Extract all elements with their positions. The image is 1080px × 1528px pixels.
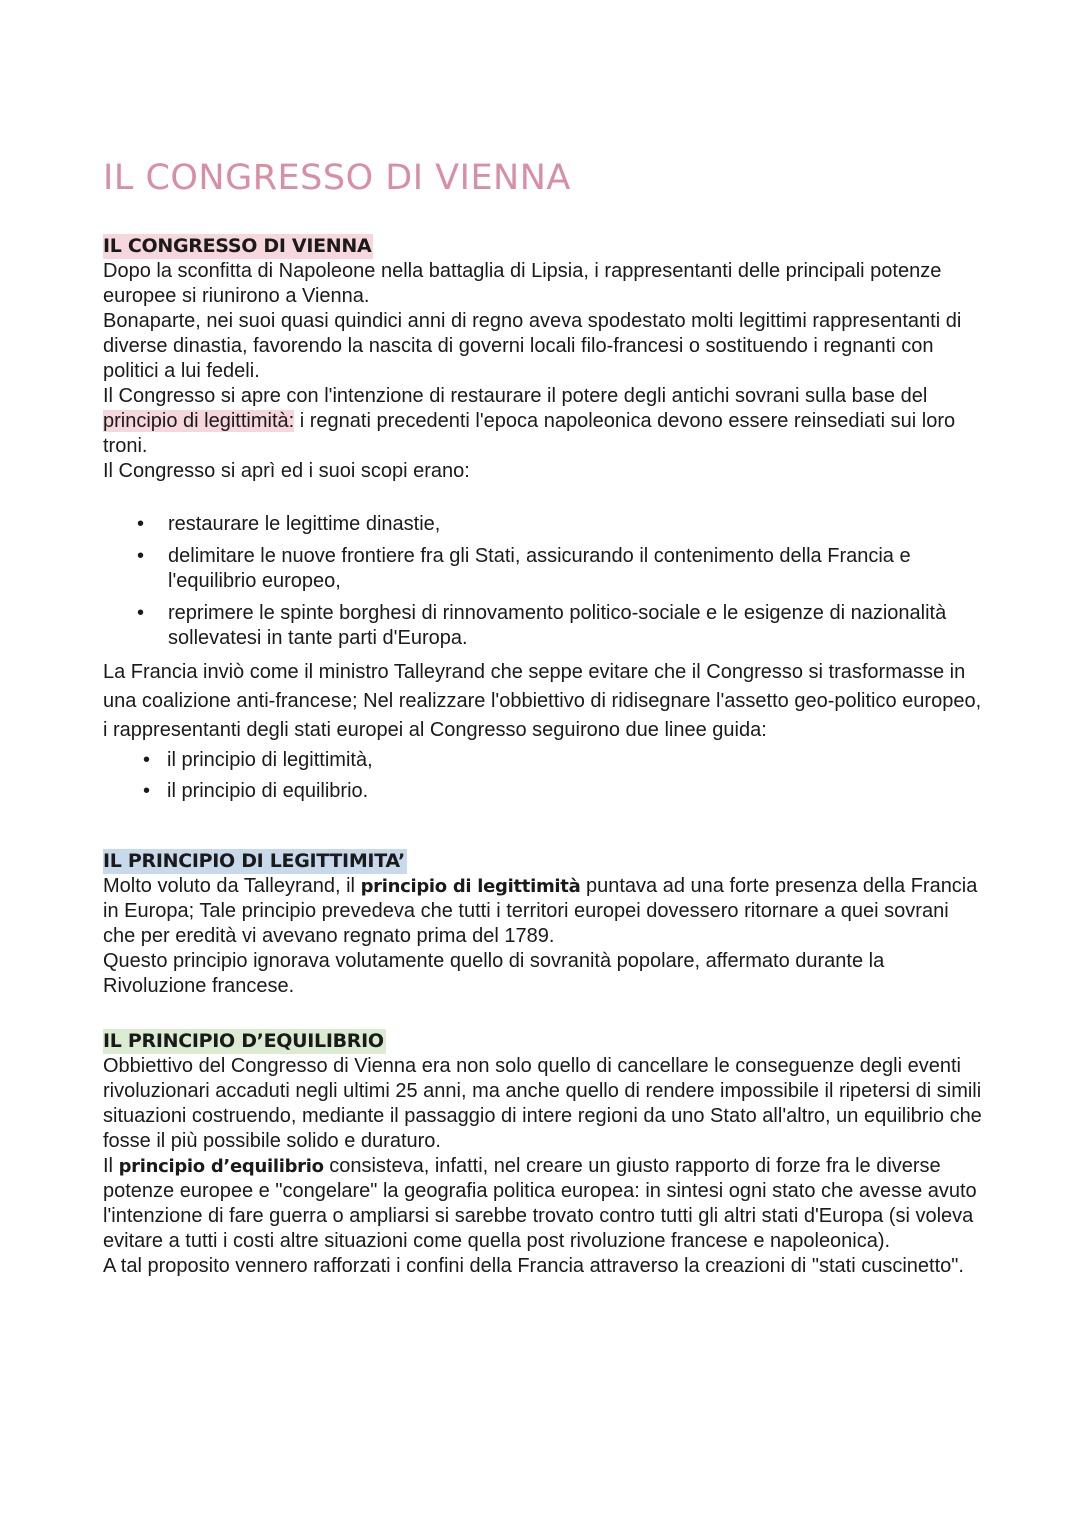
list-item (103, 512, 983, 537)
section-equilibrio (103, 1029, 983, 1279)
paragraph-sovranita: Questo principio ignorava volutamente quello di sovranità popolare, affermato durante la Rivoluzione francese. (103, 950, 885, 997)
paragraph-legittimita (103, 874, 983, 949)
bold-term-equilibrio: principio d’equilibrio (118, 1156, 324, 1177)
section-heading-legittimita: IL PRINCIPIO DI LEGITTIMITA’ (103, 850, 405, 872)
text-run: i regnati precedenti l'epoca napoleonica devono essere reinsediati sui loro troni. (103, 410, 956, 457)
section-heading-congresso: IL CONGRESSO DI VIENNA (103, 235, 372, 257)
paragraph-scopi-intro: Il Congresso si aprì ed i suoi scopi erano: (103, 460, 470, 482)
section-heading-equilibrio: IL PRINCIPIO D’EQUILIBRIO (103, 1030, 384, 1052)
list-item-text: delimitare le nuove frontiere fra gli Stati, assicurando il contenimento della Francia e l'equilibrio europeo, (168, 545, 911, 592)
section-legittimita (103, 849, 983, 999)
section-congresso (103, 234, 983, 807)
text-run: Il Congresso si apre con l'intenzione di restaurare il potere degli antichi sovrani sulla base del (103, 385, 928, 407)
bullet-icon: • (143, 749, 151, 771)
text-run: puntava ad una forte presenza della Francia in Europa; Tale principio prevedeva che tutti i territori europei dovessero ritornare a quei sovrani che per eredità vi avevano regnato prima del 1789. (103, 875, 978, 947)
paragraph-equilibrio (103, 1154, 983, 1254)
list-item (103, 601, 983, 651)
paragraph-restaurazione (103, 384, 983, 459)
page-title: IL CONGRESSO DI VIENNA (103, 158, 571, 198)
text-run: consisteva, infatti, nel creare un giusto rapporto di forze fra le diverse potenze europee e "congelare" la geografia politica europea: in sintesi ogni stato che avesse avuto l'intenzione di fare guerra o ampliarsi si sarebbe trovato contro tutti gli altri stati d'Europa (si voleva evitare a tutti i costi altre situazioni come quella post rivoluzione francese e napoleonica). (103, 1155, 977, 1252)
list-item (103, 544, 983, 594)
paragraph-sconfitta: Dopo la sconfitta di Napoleone nella battaglia di Lipsia, i rappresentanti delle principali potenze europee si riunirono a Vienna. (103, 260, 942, 307)
bullet-icon: • (137, 602, 145, 624)
list-item-text: reprimere le spinte borghesi di rinnovamento politico-sociale e le esigenze di nazionalità sollevatesi in tante parti d'Europa. (168, 602, 947, 649)
bullet-icon: • (137, 513, 145, 535)
list-item-text: il principio di legittimità, (167, 749, 373, 771)
bold-term-legittimita: principio di legittimità (360, 876, 581, 897)
bullet-icon: • (143, 780, 151, 802)
list-item (103, 745, 983, 776)
paragraph-bonaparte: Bonaparte, nei suoi quasi quindici anni di regno aveva spodestato molti legittimi rappresentanti di diverse dinastia, favorendo la nascita di governi locali filo-francesi o sostituendo i regnanti con politici a lui fedeli. (103, 310, 962, 382)
highlight-principio-legittimita: principio di legittimità: (103, 410, 295, 432)
bullet-icon: • (137, 545, 145, 567)
list-item-text: restaurare le legittime dinastie, (168, 513, 441, 535)
list-item (103, 776, 983, 807)
guidelines-list (103, 745, 983, 807)
aims-list (103, 512, 983, 651)
text-run: Il (103, 1155, 119, 1177)
paragraph-obbiettivo: Obbiettivo del Congresso di Vienna era non solo quello di cancellare le conseguenze degli eventi rivoluzionari accaduti negli ultimi 25 anni, ma anche quello di rendere impossibile il ripetersi di simili situazioni costruendo, mediante il passaggio di intere regioni da uno Stato all'altro, un equilibrio che fosse il più possibile solido e duraturo. (103, 1055, 982, 1152)
paragraph-talleyrand: La Francia inviò come il ministro Talleyrand che seppe evitare che il Congresso si trasformasse in una coalizione anti-francese; Nel realizzare l'obbiettivo di ridisegnare l'assetto geo-politico europeo, i rappresentanti degli stati europei al Congresso seguirono due linee guida: (103, 661, 982, 741)
paragraph-stati-cuscinetto: A tal proposito vennero rafforzati i confini della Francia attraverso la creazioni di "stati cuscinetto". (103, 1255, 964, 1277)
list-item-text: il principio di equilibrio. (167, 780, 369, 802)
text-run: Molto voluto da Talleyrand, il (103, 875, 361, 897)
